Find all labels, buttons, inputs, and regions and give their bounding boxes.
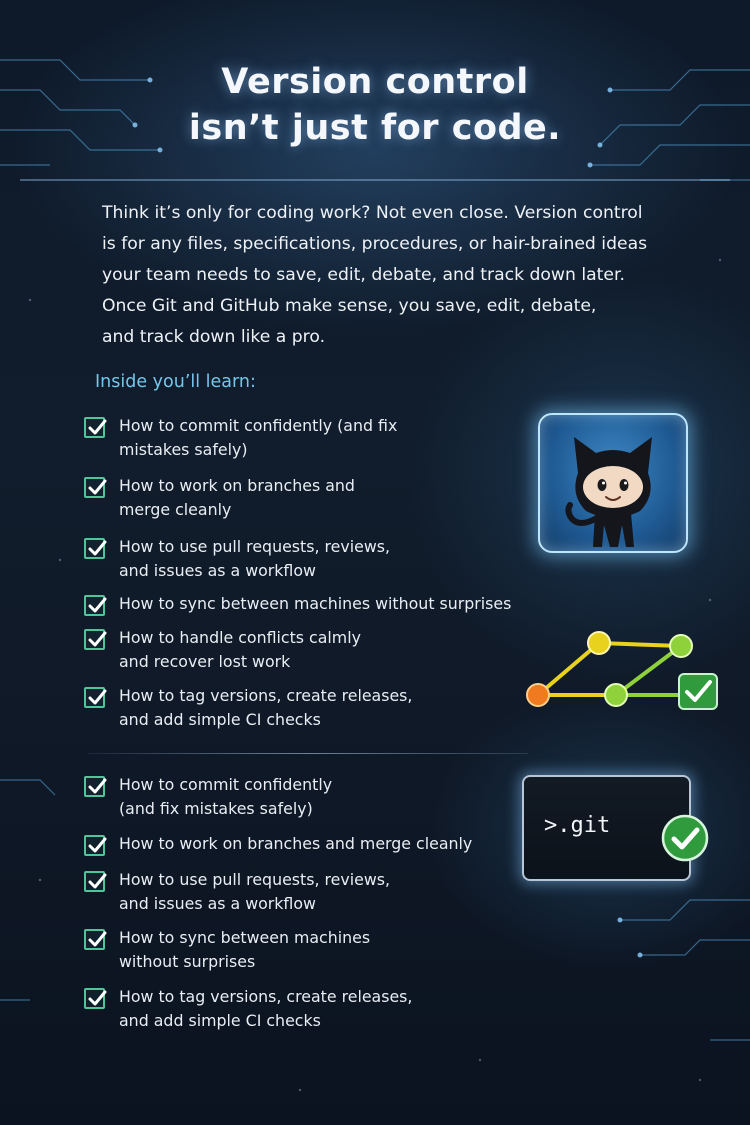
checkbox-checked-icon bbox=[84, 687, 105, 708]
list-item-text: How to work on branches and merge cleanly bbox=[119, 476, 355, 519]
list-item-text: How to use pull requests, reviews, and issues as a workflow bbox=[119, 870, 390, 913]
section-heading: Inside you’ll learn: bbox=[95, 372, 256, 392]
list-item-text: How to handle conflicts calmly and recover lost work bbox=[119, 628, 361, 671]
intro-paragraph bbox=[102, 198, 722, 353]
checkbox-checked-icon bbox=[84, 871, 105, 892]
list-item-text: How to sync between machines without surprises bbox=[119, 594, 512, 613]
list-item-text: How to sync between machines without surprises bbox=[119, 928, 371, 971]
terminal-prompt: >.git bbox=[544, 813, 611, 838]
page-title-line-2: isn’t just for code. bbox=[188, 108, 562, 148]
intro-line: your team needs to save, edit, debate, and track down later. bbox=[102, 265, 625, 285]
list-item-text: How to work on branches and merge cleanly bbox=[119, 834, 473, 853]
checkbox-checked-icon bbox=[84, 477, 105, 498]
checkbox-checked-icon bbox=[84, 595, 105, 616]
checkmark-icon bbox=[660, 813, 710, 863]
octocat-icon bbox=[538, 413, 688, 553]
list-item-text: How to use pull requests, reviews, and issues as a workflow bbox=[119, 537, 390, 580]
checkbox-checked-icon bbox=[84, 776, 105, 797]
checkbox-checked-icon bbox=[84, 417, 105, 438]
checkbox-checked-icon bbox=[84, 835, 105, 856]
commit-graph-icon bbox=[515, 622, 725, 722]
list-item-text: How to tag versions, create releases, and add simple CI checks bbox=[119, 686, 413, 729]
list-item-text: How to tag versions, create releases, and add simple CI checks bbox=[119, 987, 413, 1030]
intro-line: and track down like a pro. bbox=[102, 327, 326, 347]
section-divider bbox=[88, 753, 528, 754]
list-item-text: How to commit confidently (and fix mistakes safely) bbox=[119, 775, 333, 818]
intro-line: Once Git and GitHub make sense, you save, edit, debate, bbox=[102, 296, 597, 316]
intro-line: is for any files, specifications, procedures, or hair-brained ideas bbox=[102, 234, 648, 254]
list-item-text: How to commit confidently (and fix mistakes safely) bbox=[119, 416, 398, 459]
checkbox-checked-icon bbox=[84, 929, 105, 950]
page-title-line-1: Version control bbox=[221, 62, 529, 102]
checkbox-checked-icon bbox=[84, 538, 105, 559]
intro-line: Think it’s only for coding work? Not even close. Version control bbox=[102, 203, 643, 223]
checkbox-checked-icon bbox=[84, 629, 105, 650]
checkbox-checked-icon bbox=[84, 988, 105, 1009]
